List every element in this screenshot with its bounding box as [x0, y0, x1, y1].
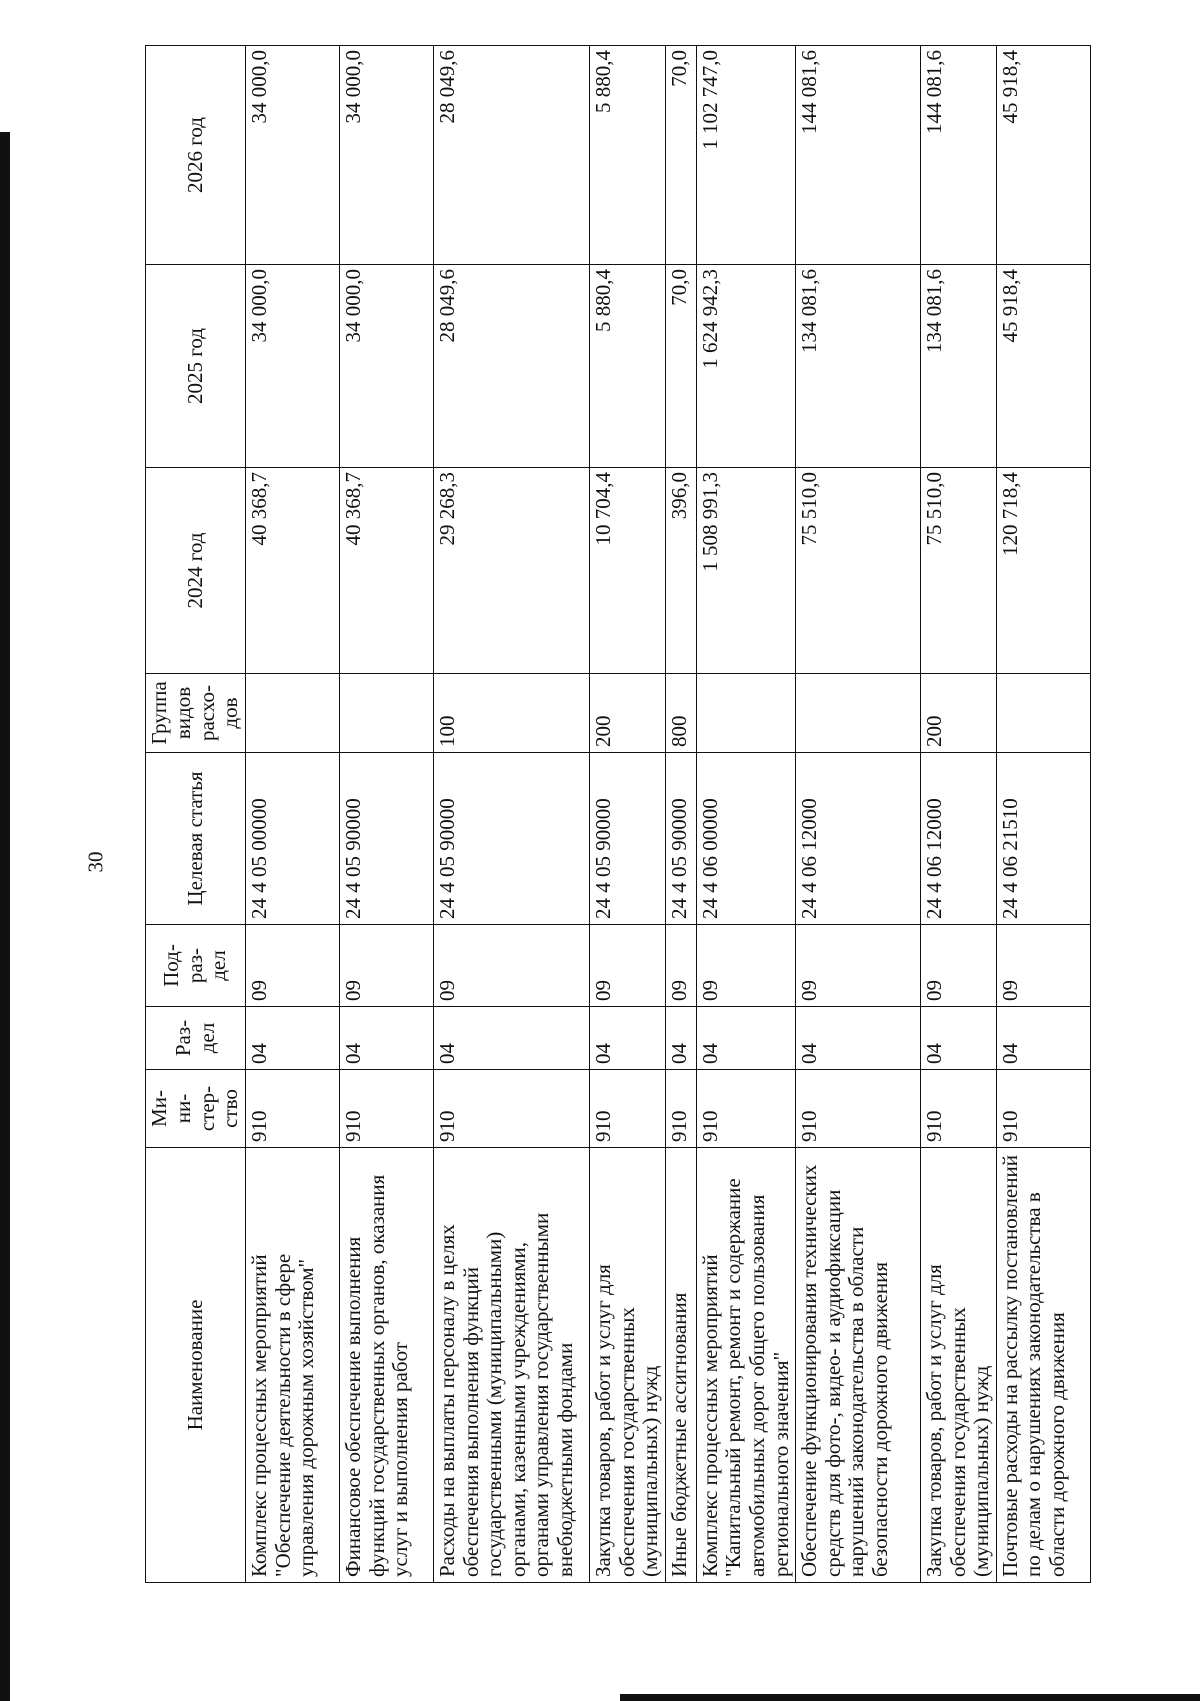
rotated-page: [145, 46, 1091, 1583]
table-row: [696, 46, 795, 1583]
cell-subsection: 09: [590, 925, 666, 1007]
cell-ministry: 910: [796, 1070, 921, 1148]
cell-name: Комплекс процессных мероприятий "Обеспечение деятельности в сфере управления дорожным хозяйством": [246, 1148, 340, 1583]
cell-2025: 134 081,6: [921, 265, 997, 468]
cell-section: 04: [340, 1007, 434, 1070]
cell-expense-group: [340, 674, 434, 753]
col-header-2025: 2025 год: [146, 265, 246, 468]
cell-section: 04: [996, 1007, 1090, 1070]
scan-edge-bottom: [620, 1694, 1200, 1701]
cell-subsection: 09: [246, 925, 340, 1007]
col-header-name: Наименование: [146, 1148, 246, 1583]
cell-expense-group: [696, 674, 795, 753]
cell-target: 24 4 06 12000: [796, 753, 921, 925]
cell-ministry: 910: [590, 1070, 666, 1148]
cell-section: 04: [590, 1007, 666, 1070]
col-header-ministry-text: Ми- ни- стер- ство: [147, 1085, 243, 1132]
cell-section: 04: [696, 1007, 795, 1070]
col-header-subsection-text: Под- раз- дел: [159, 944, 231, 987]
col-header-2024: 2024 год: [146, 468, 246, 674]
cell-subsection: 09: [921, 925, 997, 1007]
scan-edge-left: [0, 132, 10, 1701]
col-header-2026: 2026 год: [146, 46, 246, 265]
cell-2026: 144 081,6: [796, 46, 921, 265]
cell-2026: 144 081,6: [921, 46, 997, 265]
cell-target: 24 4 05 90000: [340, 753, 434, 925]
cell-2024: 29 268,3: [434, 468, 590, 674]
cell-ministry: 910: [696, 1070, 795, 1148]
cell-2024: 1 508 991,3: [696, 468, 795, 674]
cell-target: 24 4 06 00000: [696, 753, 795, 925]
cell-expense-group: 200: [590, 674, 666, 753]
cell-section: 04: [246, 1007, 340, 1070]
cell-name: Комплекс процессных мероприятий "Капитальный ремонт, ремонт и содержание автомобильных дорог общего пользования регионального значения": [696, 1148, 795, 1583]
cell-ministry: 910: [340, 1070, 434, 1148]
cell-2026: 45 918,4: [996, 46, 1090, 265]
col-header-section-text: Раз- дел: [170, 1019, 219, 1057]
cell-2026: 1 102 747,0: [696, 46, 795, 265]
cell-2025: 28 049,6: [434, 265, 590, 468]
cell-target: 24 4 05 00000: [246, 753, 340, 925]
cell-name: Обеспечение функционирования технических средств для фото-, видео- и аудиофиксации нарушений законодательства в области безопасности дорожного движения: [796, 1148, 921, 1583]
table-row: [340, 46, 434, 1583]
col-header-expense-group-text: Группа видов расхо- дов: [147, 681, 243, 745]
cell-expense-group: 800: [665, 674, 696, 753]
col-header-ministry: [146, 1070, 246, 1148]
cell-expense-group: [996, 674, 1090, 753]
cell-expense-group: [796, 674, 921, 753]
budget-table: [145, 45, 1091, 1583]
cell-2025: 70,0: [665, 265, 696, 468]
cell-2024: 75 510,0: [921, 468, 997, 674]
cell-2025: 34 000,0: [246, 265, 340, 468]
col-header-target: Целевая статья: [146, 753, 246, 925]
table-row: [996, 46, 1090, 1583]
table-row: [590, 46, 666, 1583]
cell-expense-group: 100: [434, 674, 590, 753]
table-row: [921, 46, 997, 1583]
page-number-text: 30: [83, 851, 108, 873]
cell-expense-group: [246, 674, 340, 753]
col-header-expense-group: [146, 674, 246, 753]
cell-section: 04: [434, 1007, 590, 1070]
cell-subsection: 09: [796, 925, 921, 1007]
table-row: [434, 46, 590, 1583]
cell-ministry: 910: [246, 1070, 340, 1148]
cell-ministry: 910: [996, 1070, 1090, 1148]
cell-name: Почтовые расходы на рассылку постановлений по делам о нарушениях законодательства в области дорожного движения: [996, 1148, 1090, 1583]
cell-name: Иные бюджетные ассигнования: [665, 1148, 696, 1583]
cell-expense-group: 200: [921, 674, 997, 753]
cell-2026: 5 880,4: [590, 46, 666, 265]
cell-target: 24 4 05 90000: [590, 753, 666, 925]
cell-name: Расходы на выплаты персоналу в целях обеспечения выполнения функций государственными (муниципальными) органами, казенными учреждениями, органами управления государственными внебюджетными фондами: [434, 1148, 590, 1583]
cell-2024: 75 510,0: [796, 468, 921, 674]
cell-name: Закупка товаров, работ и услуг для обеспечения государственных (муниципальных) нужд: [590, 1148, 666, 1583]
cell-2025: 1 624 942,3: [696, 265, 795, 468]
cell-subsection: 09: [696, 925, 795, 1007]
col-header-section: [146, 1007, 246, 1070]
cell-target: 24 4 05 90000: [434, 753, 590, 925]
cell-subsection: 09: [665, 925, 696, 1007]
cell-target: 24 4 06 21510: [996, 753, 1090, 925]
cell-2025: 134 081,6: [796, 265, 921, 468]
cell-2026: 70,0: [665, 46, 696, 265]
cell-2025: 5 880,4: [590, 265, 666, 468]
cell-2025: 34 000,0: [340, 265, 434, 468]
cell-2024: 396,0: [665, 468, 696, 674]
cell-section: 04: [796, 1007, 921, 1070]
cell-2026: 28 049,6: [434, 46, 590, 265]
cell-2026: 34 000,0: [246, 46, 340, 265]
cell-section: 04: [921, 1007, 997, 1070]
cell-subsection: 09: [434, 925, 590, 1007]
table-row: [796, 46, 921, 1583]
cell-name: Закупка товаров, работ и услуг для обеспечения государственных (муниципальных) нужд: [921, 1148, 997, 1583]
cell-2025: 45 918,4: [996, 265, 1090, 468]
cell-section: 04: [665, 1007, 696, 1070]
cell-2024: 10 704,4: [590, 468, 666, 674]
header-row: [146, 46, 246, 1583]
cell-2024: 40 368,7: [340, 468, 434, 674]
cell-2024: 120 718,4: [996, 468, 1090, 674]
col-header-subsection: [146, 925, 246, 1007]
cell-ministry: 910: [434, 1070, 590, 1148]
table-row: [665, 46, 696, 1583]
cell-ministry: 910: [921, 1070, 997, 1148]
cell-subsection: 09: [340, 925, 434, 1007]
cell-subsection: 09: [996, 925, 1090, 1007]
cell-target: 24 4 06 12000: [921, 753, 997, 925]
cell-2024: 40 368,7: [246, 468, 340, 674]
cell-2026: 34 000,0: [340, 46, 434, 265]
table-row: [246, 46, 340, 1583]
cell-name: Финансовое обеспечение выполнения функций государственных органов, оказания услуг и выполнения работ: [340, 1148, 434, 1583]
cell-target: 24 4 05 90000: [665, 753, 696, 925]
cell-ministry: 910: [665, 1070, 696, 1148]
